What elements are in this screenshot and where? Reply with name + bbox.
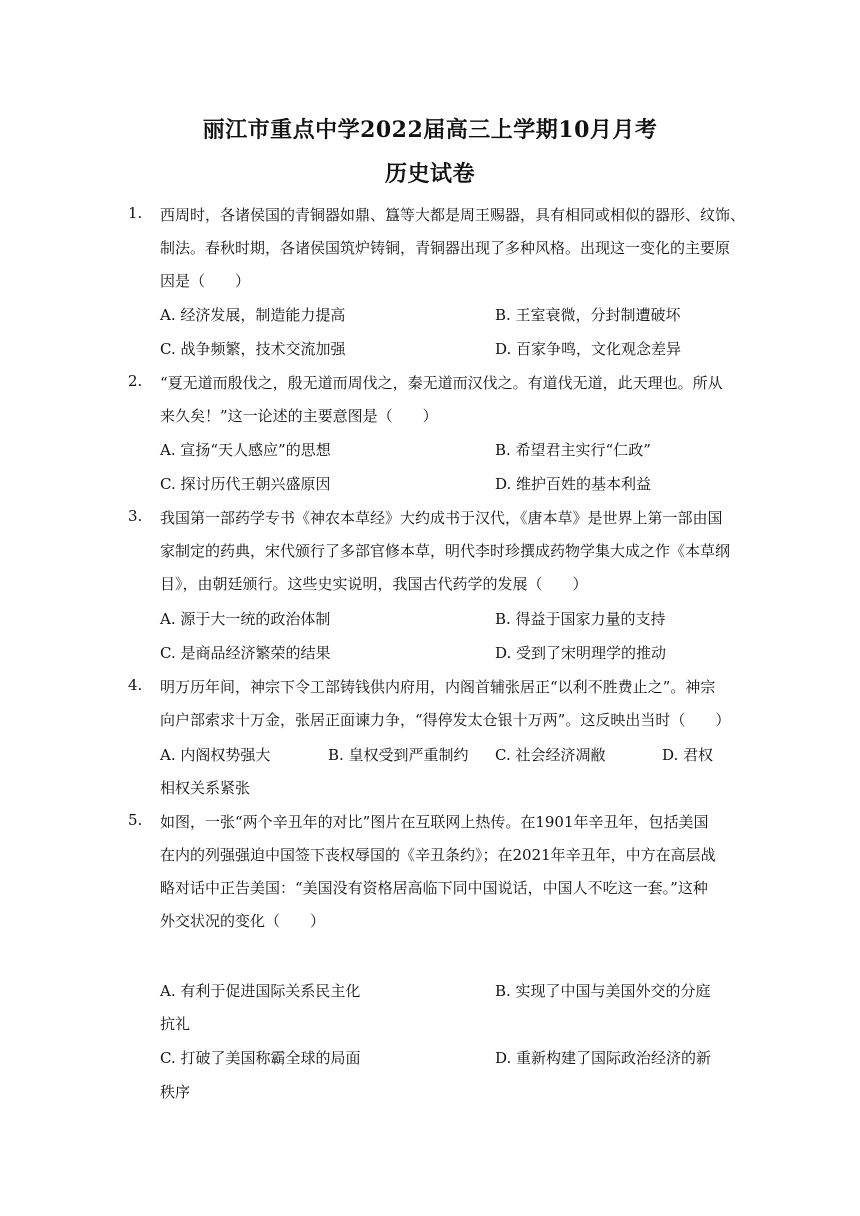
question-number: 1. <box>128 204 143 222</box>
question-text-line: 向户部索求十万金，张居正面谏力争，“得停发太仓银十万两”。这反映出当时（ ） <box>160 711 731 729</box>
option-c[interactable]: C. 社会经济凋敝 <box>495 746 606 764</box>
question-number: 4. <box>128 676 143 694</box>
option-b[interactable]: B. 王室衰微，分封制遭破坏 <box>495 306 681 324</box>
question-text-line: 西周时，各诸侯国的青铜器如鼎、簋等大都是周王赐器，具有相同或相似的器形、纹饰、 <box>160 206 746 224</box>
option-d[interactable]: D. 百家争鸣，文化观念差异 <box>495 340 682 358</box>
option-d[interactable]: D. 受到了宋明理学的推动 <box>495 644 667 662</box>
option-d-continuation: 相权关系紧张 <box>160 779 251 797</box>
option-d[interactable]: D. 重新构建了国际政治经济的新 <box>495 1049 712 1067</box>
option-b[interactable]: B. 皇权受到严重制约 <box>328 746 469 764</box>
option-a[interactable]: A. 宣扬“天人感应”的思想 <box>160 441 331 459</box>
question-number: 2. <box>128 372 143 390</box>
question-text-line: 明万历年间，神宗下令工部铸钱供内府用，内阁首辅张居正“以利不胜费止之”。神宗 <box>160 678 716 696</box>
question-text-line: 略对话中正告美国：“美国没有资格居高临下同中国说话，中国人不吃这一套。”这种 <box>160 879 708 897</box>
option-a[interactable]: A. 内阁权势强大 <box>160 746 271 764</box>
option-d-continuation: 秩序 <box>160 1083 191 1101</box>
question-number: 3. <box>128 507 143 525</box>
question-text-line: 外交状况的变化（ ） <box>160 912 326 930</box>
option-b[interactable]: B. 希望君主实行“仁政” <box>495 441 651 459</box>
option-c[interactable]: C. 战争频繁，技术交流加强 <box>160 340 346 358</box>
option-a[interactable]: A. 源于大一统的政治体制 <box>160 610 331 628</box>
question-text-line: 来久矣！”这一论述的主要意图是（ ） <box>160 407 438 425</box>
question-text-line: 目》，由朝廷颁行。这些史实说明，我国古代药学的发展（ ） <box>160 575 588 593</box>
question-text-line: 在内的列强强迫中国签下丧权辱国的《辛丑条约》；在2021年辛丑年，中方在高层战 <box>160 846 716 864</box>
option-b[interactable]: B. 实现了中国与美国外交的分庭 <box>495 982 711 1000</box>
exam-subtitle: 历史试卷 <box>384 161 475 187</box>
option-a[interactable]: A. 经济发展，制造能力提高 <box>160 306 346 324</box>
question-text-line: 制法。春秋时期，各诸侯国筑炉铸铜，青铜器出现了多种风格。出现这一变化的主要原 <box>160 239 731 257</box>
question-text-line: 家制定的药典，宋代颁行了多部官修本草，明代李时珍撰成药物学集大成之作《本草纲 <box>160 542 731 560</box>
option-b[interactable]: B. 得益于国家力量的支持 <box>495 610 666 628</box>
option-c[interactable]: C. 探讨历代王朝兴盛原因 <box>160 475 331 493</box>
option-c[interactable]: C. 打破了美国称霸全球的局面 <box>160 1049 361 1067</box>
option-c[interactable]: C. 是商品经济繁荣的结果 <box>160 644 331 662</box>
option-a[interactable]: A. 有利于促进国际关系民主化 <box>160 982 361 1000</box>
option-d[interactable]: D. 维护百姓的基本利益 <box>495 475 652 493</box>
question-number: 5. <box>128 811 143 829</box>
option-b-continuation: 抗礼 <box>160 1015 191 1033</box>
question-text-line: 我国第一部药学专书《神农本草经》大约成书于汉代，《唐本草》是世界上第一部由国 <box>160 509 723 527</box>
question-text-line: “夏无道而殷伐之，殷无道而周伐之，秦无道而汉伐之。有道伐无道，此天理也。所从 <box>160 374 723 392</box>
question-text-line: 因是（ ） <box>160 272 251 290</box>
question-text-line: 如图，一张“两个辛丑年的对比”图片在互联网上热传。在1901年辛丑年，包括美国 <box>160 813 709 831</box>
option-d[interactable]: D. 君权 <box>662 746 714 764</box>
exam-title: 丽江市重点中学2022届高三上学期10月月考 <box>202 117 658 143</box>
